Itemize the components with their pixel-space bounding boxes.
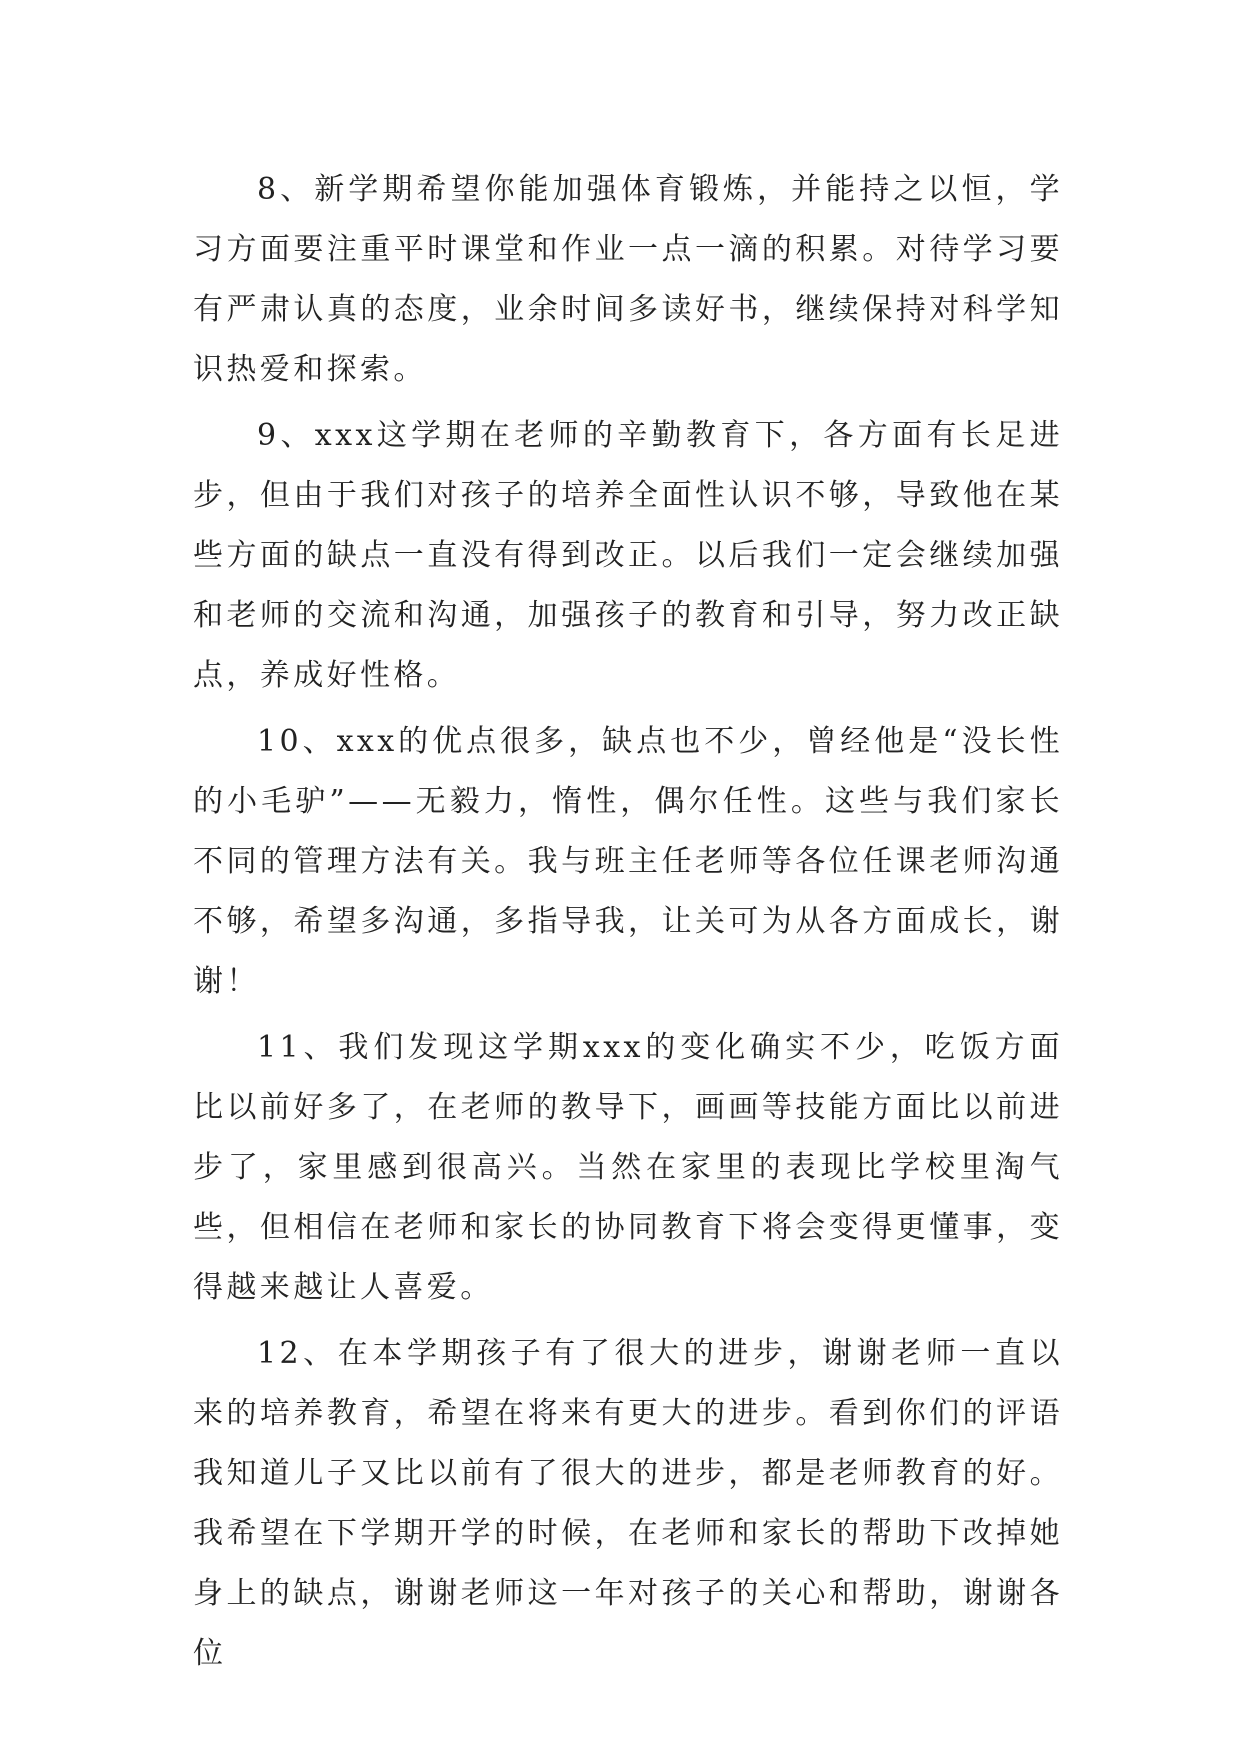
document-body <box>193 160 1063 1690</box>
paragraph-10: 10、xxx的优点很多，缺点也不少，曾经他是“没长性的小毛驴”——无毅力，惰性，偶尔任性。这些与我们家长不同的管理方法有关。我与班主任老师等各位任课老师沟通不够，希望多沟通，多指导我，让关可为从各方面成长，谢谢！ <box>193 724 1063 999</box>
paragraph-12: 12、在本学期孩子有了很大的进步，谢谢老师一直以来的培养教育，希望在将来有更大的进步。看到你们的评语我知道儿子又比以前有了很大的进步，都是老师教育的好。我希望在下学期开学的时候，在老师和家长的帮助下改掉她身上的缺点，谢谢老师这一年对孩子的关心和帮助，谢谢各位 <box>193 1336 1063 1671</box>
paragraph-9: 9、xxx这学期在老师的辛勤教育下，各方面有长足进步，但由于我们对孩子的培养全面性认识不够，导致他在某些方面的缺点一直没有得到改正。以后我们一定会继续加强和老师的交流和沟通，加强孩子的教育和引导，努力改正缺点，养成好性格。 <box>193 418 1063 693</box>
paragraph-8: 8、新学期希望你能加强体育锻炼，并能持之以恒，学习方面要注重平时课堂和作业一点一滴的积累。对待学习要有严肃认真的态度，业余时间多读好书，继续保持对科学知识热爱和探索。 <box>193 172 1063 387</box>
paragraph-11: 11、我们发现这学期xxx的变化确实不少，吃饭方面比以前好多了，在老师的教导下，画画等技能方面比以前进步了，家里感到很高兴。当然在家里的表现比学校里淘气些，但相信在老师和家长的协同教育下将会变得更懂事，变得越来越让人喜爱。 <box>193 1030 1063 1305</box>
